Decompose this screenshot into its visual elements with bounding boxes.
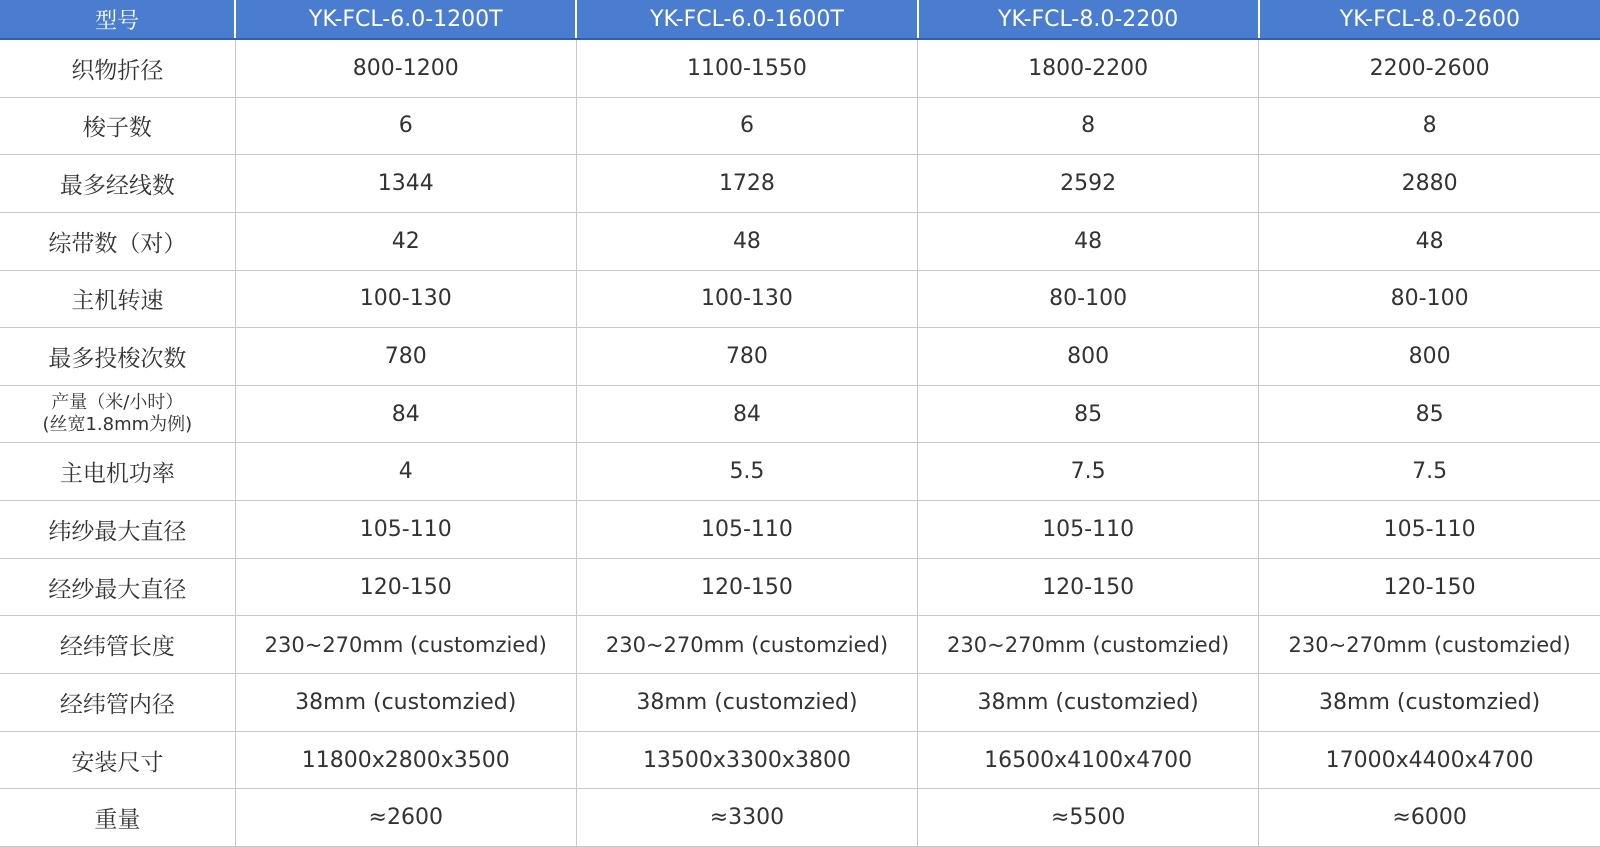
row-label-fabric-width: 织物折径 (0, 39, 235, 97)
table-cell: 230~270mm (customzied) (1259, 616, 1600, 674)
row-label-motor-power: 主电机功率 (0, 443, 235, 501)
table-cell: ≈2600 (235, 789, 576, 847)
table-row (0, 270, 1600, 328)
row-label-weft-diameter: 纬纱最大直径 (0, 501, 235, 559)
row-label-max-warp-count: 最多经线数 (0, 155, 235, 213)
header-cell-model-label: 型号 (0, 0, 235, 39)
table-cell: 6 (576, 97, 917, 155)
row-label-weight: 重量 (0, 789, 235, 847)
table-cell: 7.5 (918, 443, 1259, 501)
table-cell: 2880 (1259, 155, 1600, 213)
table-row (0, 558, 1600, 616)
table-cell: 6 (235, 97, 576, 155)
table-cell: 48 (1259, 212, 1600, 270)
table-row (0, 328, 1600, 386)
row-label-warp-diameter: 经纱最大直径 (0, 558, 235, 616)
table-cell: 800-1200 (235, 39, 576, 97)
row-label-heddle-pairs: 综带数（对） (0, 212, 235, 270)
table-cell: 100-130 (235, 270, 576, 328)
table-cell: 17000x4400x4700 (1259, 731, 1600, 789)
table-row (0, 616, 1600, 674)
table-cell: 4 (235, 443, 576, 501)
table-cell: 80-100 (1259, 270, 1600, 328)
table-cell: ≈3300 (576, 789, 917, 847)
table-cell: 38mm (customzied) (576, 674, 917, 732)
table-cell: 1100-1550 (576, 39, 917, 97)
table-cell: 84 (235, 385, 576, 443)
table-cell: 230~270mm (customzied) (918, 616, 1259, 674)
table-cell: 16500x4100x4700 (918, 731, 1259, 789)
table-cell: 105-110 (576, 501, 917, 559)
table-row (0, 731, 1600, 789)
row-label-main-speed: 主机转速 (0, 270, 235, 328)
table-cell: 230~270mm (customzied) (235, 616, 576, 674)
table-cell: 120-150 (576, 558, 917, 616)
table-cell: 105-110 (235, 501, 576, 559)
row-label-output-line2: (丝宽1.8mm为例) (42, 414, 193, 436)
table-cell: 780 (235, 328, 576, 386)
table-cell: 5.5 (576, 443, 917, 501)
table-cell: 84 (576, 385, 917, 443)
table-row (0, 39, 1600, 97)
table-row (0, 385, 1600, 443)
table-cell: 80-100 (918, 270, 1259, 328)
row-label-max-picks: 最多投梭次数 (0, 328, 235, 386)
table-row (0, 443, 1600, 501)
table-cell: 8 (1259, 97, 1600, 155)
table-cell: 105-110 (918, 501, 1259, 559)
header-cell-model: YK-FCL-8.0-2200 (918, 0, 1259, 39)
table-cell: ≈6000 (1259, 789, 1600, 847)
table-cell: 2200-2600 (1259, 39, 1600, 97)
header-cell-model: YK-FCL-8.0-2600 (1259, 0, 1600, 39)
table-cell: 100-130 (576, 270, 917, 328)
table-cell: 42 (235, 212, 576, 270)
table-cell: 85 (1259, 385, 1600, 443)
table-cell: 230~270mm (customzied) (576, 616, 917, 674)
table-row (0, 97, 1600, 155)
table-cell: 11800x2800x3500 (235, 731, 576, 789)
table-row (0, 674, 1600, 732)
header-cell-model: YK-FCL-6.0-1200T (235, 0, 576, 39)
table-cell: 1344 (235, 155, 576, 213)
table-cell: 120-150 (1259, 558, 1600, 616)
table-cell: 1728 (576, 155, 917, 213)
table-cell: 13500x3300x3800 (576, 731, 917, 789)
table-cell: 48 (918, 212, 1259, 270)
row-label-output-line1: 产量（米/小时） (51, 392, 184, 414)
header-cell-model: YK-FCL-6.0-1600T (576, 0, 917, 39)
row-label-output (0, 385, 235, 443)
table-cell: 85 (918, 385, 1259, 443)
table-cell: 800 (1259, 328, 1600, 386)
table-row (0, 789, 1600, 847)
table-row (0, 212, 1600, 270)
table-cell: 780 (576, 328, 917, 386)
row-label-shuttle-count: 梭子数 (0, 97, 235, 155)
row-label-tube-inner-diameter: 经纬管内径 (0, 674, 235, 732)
table-row (0, 501, 1600, 559)
table-cell: ≈5500 (918, 789, 1259, 847)
table-cell: 38mm (customzied) (918, 674, 1259, 732)
table-cell: 2592 (918, 155, 1259, 213)
table-cell: 38mm (customzied) (235, 674, 576, 732)
table-cell: 120-150 (918, 558, 1259, 616)
row-label-install-size: 安装尺寸 (0, 731, 235, 789)
table-cell: 800 (918, 328, 1259, 386)
table-cell: 8 (918, 97, 1259, 155)
table-cell: 7.5 (1259, 443, 1600, 501)
table-cell: 1800-2200 (918, 39, 1259, 97)
table-cell: 120-150 (235, 558, 576, 616)
row-label-tube-length: 经纬管长度 (0, 616, 235, 674)
header-row (0, 0, 1600, 39)
table-cell: 38mm (customzied) (1259, 674, 1600, 732)
table-cell: 48 (576, 212, 917, 270)
table-cell: 105-110 (1259, 501, 1600, 559)
table-row (0, 155, 1600, 213)
